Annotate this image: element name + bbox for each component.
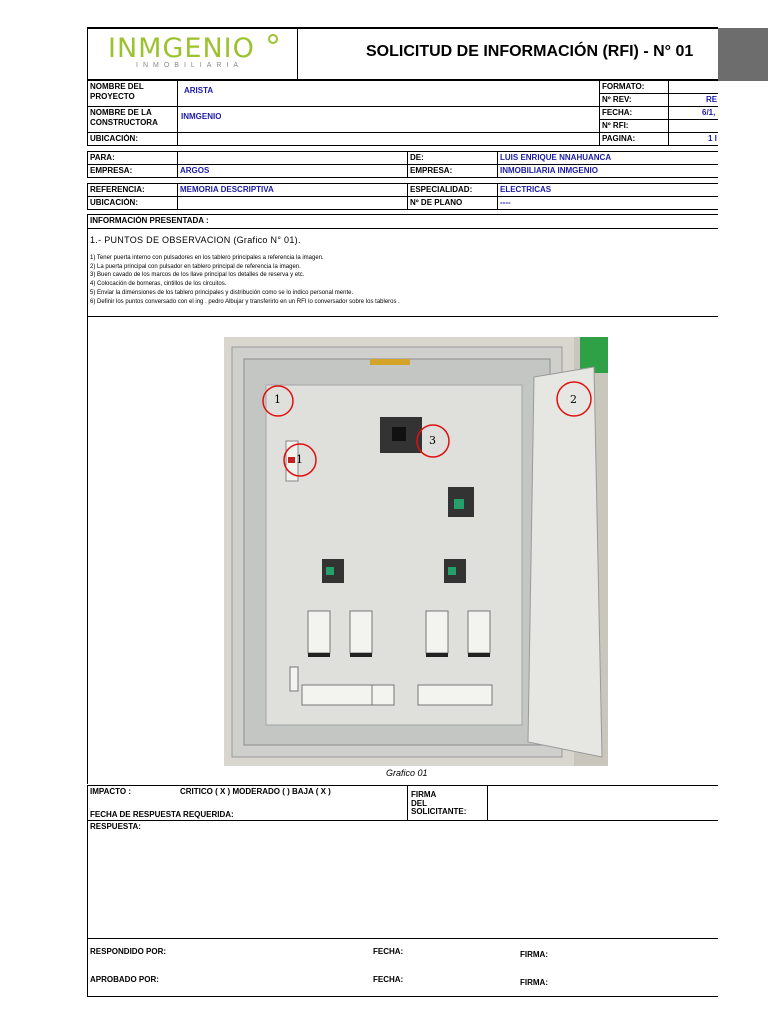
- response-area[interactable]: [90, 834, 716, 936]
- border-line: [87, 228, 718, 229]
- approved-signature-label: FIRMA:: [520, 978, 548, 987]
- border-line: [87, 145, 718, 146]
- builder-label: NOMBRE DE LA CONSTRUCTORA: [90, 108, 158, 127]
- list-item: 6) Definir los puntos conversado con el ing . pedro Albujar y transferirlo en un RFI lo conversador sobre los tableros .: [90, 298, 400, 305]
- location-label: UBICACIÓN:: [90, 134, 138, 143]
- border-line: [87, 214, 718, 215]
- border-line: [87, 106, 718, 107]
- reference-value: MEMORIA DESCRIPTIVA: [180, 185, 274, 194]
- logo-ring-icon: [268, 34, 278, 44]
- to-company-label: EMPRESA:: [90, 166, 133, 175]
- border-line: [177, 151, 178, 178]
- border-line: [87, 214, 88, 784]
- border-line: [407, 785, 408, 820]
- marker-label: 2: [570, 393, 577, 406]
- border-line: [599, 119, 718, 120]
- border-line: [497, 183, 498, 210]
- marker-label: 1: [274, 393, 281, 406]
- border-line: [87, 27, 88, 80]
- page-label: PAGINA:: [602, 134, 636, 143]
- border-line: [599, 93, 718, 94]
- reference-location-label: UBICACIÓN:: [90, 198, 138, 207]
- date-label: FECHA:: [602, 108, 633, 117]
- marker-label: 3: [429, 434, 436, 447]
- revision-label: Nº REV:: [602, 95, 632, 104]
- marker-label: 1: [296, 453, 303, 466]
- border-line: [87, 316, 718, 317]
- list-item: 5) Enviar la dimensiones de los tablero principales y distribución como se lo indico personal mente.: [90, 289, 354, 296]
- logo-wordmark: INMGENIO: [108, 33, 255, 64]
- to-label: PARA:: [90, 153, 115, 162]
- approved-by-label: APROBADO POR:: [90, 975, 159, 984]
- border-line: [487, 785, 488, 820]
- border-line: [87, 151, 88, 178]
- specialty-label: ESPECIALIDAD:: [410, 185, 473, 194]
- border-line: [87, 785, 88, 997]
- border-line: [87, 938, 718, 939]
- due-date-label: FECHA DE RESPUESTA REQUERIDA:: [90, 810, 234, 819]
- specialty-value: ELECTRICAS: [500, 185, 552, 194]
- border-line: [87, 183, 88, 210]
- border-line: [177, 183, 178, 210]
- from-value: LUIS ENRIQUE NNAHUANCA: [500, 153, 612, 162]
- logo-subtitle: INMOBILIARIA: [136, 62, 244, 69]
- border-line: [87, 80, 88, 146]
- plan-number-label: Nº DE PLANO: [410, 198, 463, 207]
- page-value: 1 I: [708, 134, 717, 143]
- reference-label: REFERENCIA:: [90, 185, 145, 194]
- list-item: 2) La puerta principal con pulsador en tablero principal de referencia la imagen.: [90, 263, 301, 270]
- builder-value: INMGENIO: [181, 112, 222, 121]
- border-line: [87, 209, 718, 210]
- observation-list: [90, 254, 400, 306]
- border-line: [297, 27, 298, 80]
- border-line: [87, 164, 718, 165]
- list-item: 3) Buen cavado de los marcos de los llave principal los detalles de reserva y etc.: [90, 272, 305, 279]
- format-label: FORMATO:: [602, 82, 645, 91]
- border-line: [87, 785, 718, 786]
- rfi-number-label: Nº RFI:: [602, 121, 629, 130]
- from-company-label: EMPRESA:: [410, 166, 453, 175]
- answered-signature-label: FIRMA:: [520, 950, 548, 959]
- to-company-value: ARGOS: [180, 166, 210, 175]
- border-line: [599, 80, 600, 146]
- project-label: NOMBRE DEL PROYECTO: [90, 82, 144, 101]
- border-line: [87, 132, 718, 133]
- answered-by-label: RESPONDIDO POR:: [90, 947, 167, 956]
- requester-signature-label: FIRMA: [411, 790, 437, 799]
- project-value: ARISTA: [184, 86, 214, 95]
- border-line: [87, 177, 718, 178]
- border-line: [407, 183, 408, 210]
- requester-signature-label: DEL: [411, 799, 427, 808]
- document-title: SOLICITUD DE INFORMACIÓN (RFI) - N° 01: [366, 43, 694, 60]
- list-item: 1) Tener puerta interno con pulsadores en los tablero principales a referencia la imagen.: [90, 255, 324, 261]
- impact-label: IMPACTO :: [90, 787, 132, 796]
- border-line: [87, 820, 718, 821]
- revision-value: RE: [706, 95, 718, 104]
- plan-number-value: ----: [500, 198, 511, 207]
- from-company-value: INMOBILIARIA INMGENIO: [500, 166, 598, 175]
- border-line: [668, 80, 669, 146]
- response-label: RESPUESTA:: [90, 822, 141, 831]
- from-label: DE:: [410, 153, 424, 162]
- border-line: [177, 80, 178, 146]
- company-logo: [108, 33, 288, 73]
- approved-date-label: FECHA:: [373, 975, 404, 984]
- electrical-panel-photo: [224, 337, 608, 766]
- border-line: [87, 196, 718, 197]
- answered-date-label: FECHA:: [373, 947, 404, 956]
- info-label: INFORMACIÓN PRESENTADA :: [90, 216, 209, 225]
- border-line: [407, 151, 408, 178]
- date-value: 6/1,: [702, 108, 716, 117]
- border-line: [87, 27, 718, 29]
- impact-options: CRITICO ( X ) MODERADO ( ) BAJA ( X ): [180, 787, 331, 796]
- border-line: [87, 80, 718, 81]
- header-grey-tab: [718, 28, 768, 81]
- border-line: [497, 151, 498, 178]
- border-line: [87, 151, 718, 152]
- requester-signature-label: SOLICITANTE:: [411, 807, 467, 816]
- list-item: 4) Colocación de borneras, cintillos de los circuitos.: [90, 281, 227, 288]
- border-line: [87, 183, 718, 184]
- figure-caption: Grafico 01: [386, 768, 428, 778]
- border-line: [87, 996, 718, 997]
- observation-heading: 1.- PUNTOS DE OBSERVACION (Grafico N° 01).: [90, 235, 301, 245]
